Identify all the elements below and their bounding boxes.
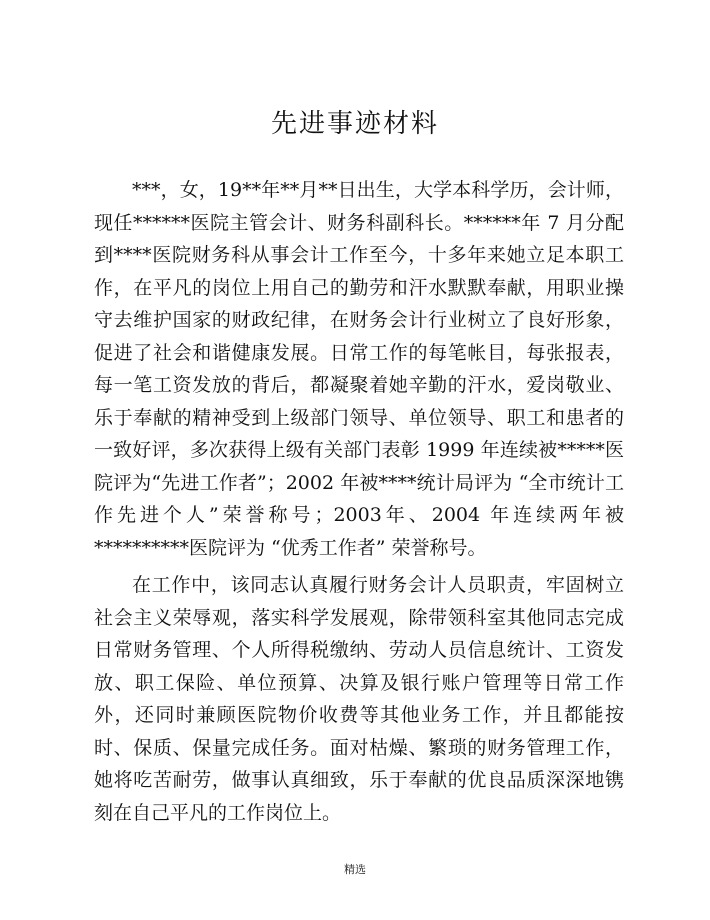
body-paragraph-2: 在工作中，该同志认真履行财务会计人员职责，牢固树立社会主义荣辱观，落实科学发展观，除带领科室其他同志完成日常财务管理、个人所得税缴纳、劳动人员信息统计、工资发放、职工保险、单位预算、决算及银行账户管理等日常工作外，还同时兼顾医院物价收费等其他业务工作，并且都能按时、保质、保量完成任务。面对枯燥、繁琐的财务管理工作，她将吃苦耐劳，做事认真细致，乐于奉献的优良品质深深地镌刻在自己平凡的工作岗位上。 xyxy=(94,574,624,824)
page-footer: 精选 xyxy=(344,863,366,876)
document-title: 先进事迹材料 xyxy=(270,109,439,139)
body-paragraph-1: ***，女，19**年**月**日出生，大学本科学历，会计师，现任******医院主管会计、财务科副科长。******年 7 月分配到****医院财务科从事会计工作至今，十多年来她立足本职工作，在平凡的岗位上用自己的勤劳和汗水默默奉献，用职业操守去维护国家的财政纪律，在财务会计行业树立了良好形象，促进了社会和谐健康发展。日常工作的每笔帐目，每张报表，每一笔工资发放的背后，都凝聚着她辛勤的汗水，爱岗敬业、乐于奉献的精神受到上级部门领导、单位领导、职工和患者的一致好评，多次获得上级有关部门表彰 1999 年连续被*****医院评为“先进工作者”；2002 年被****统计局评为 “全市统计工作先进个人”荣誉称号；2003年、2004 年连续两年被**********医院评为 “优秀工作者” 荣誉称号。 xyxy=(94,179,624,559)
